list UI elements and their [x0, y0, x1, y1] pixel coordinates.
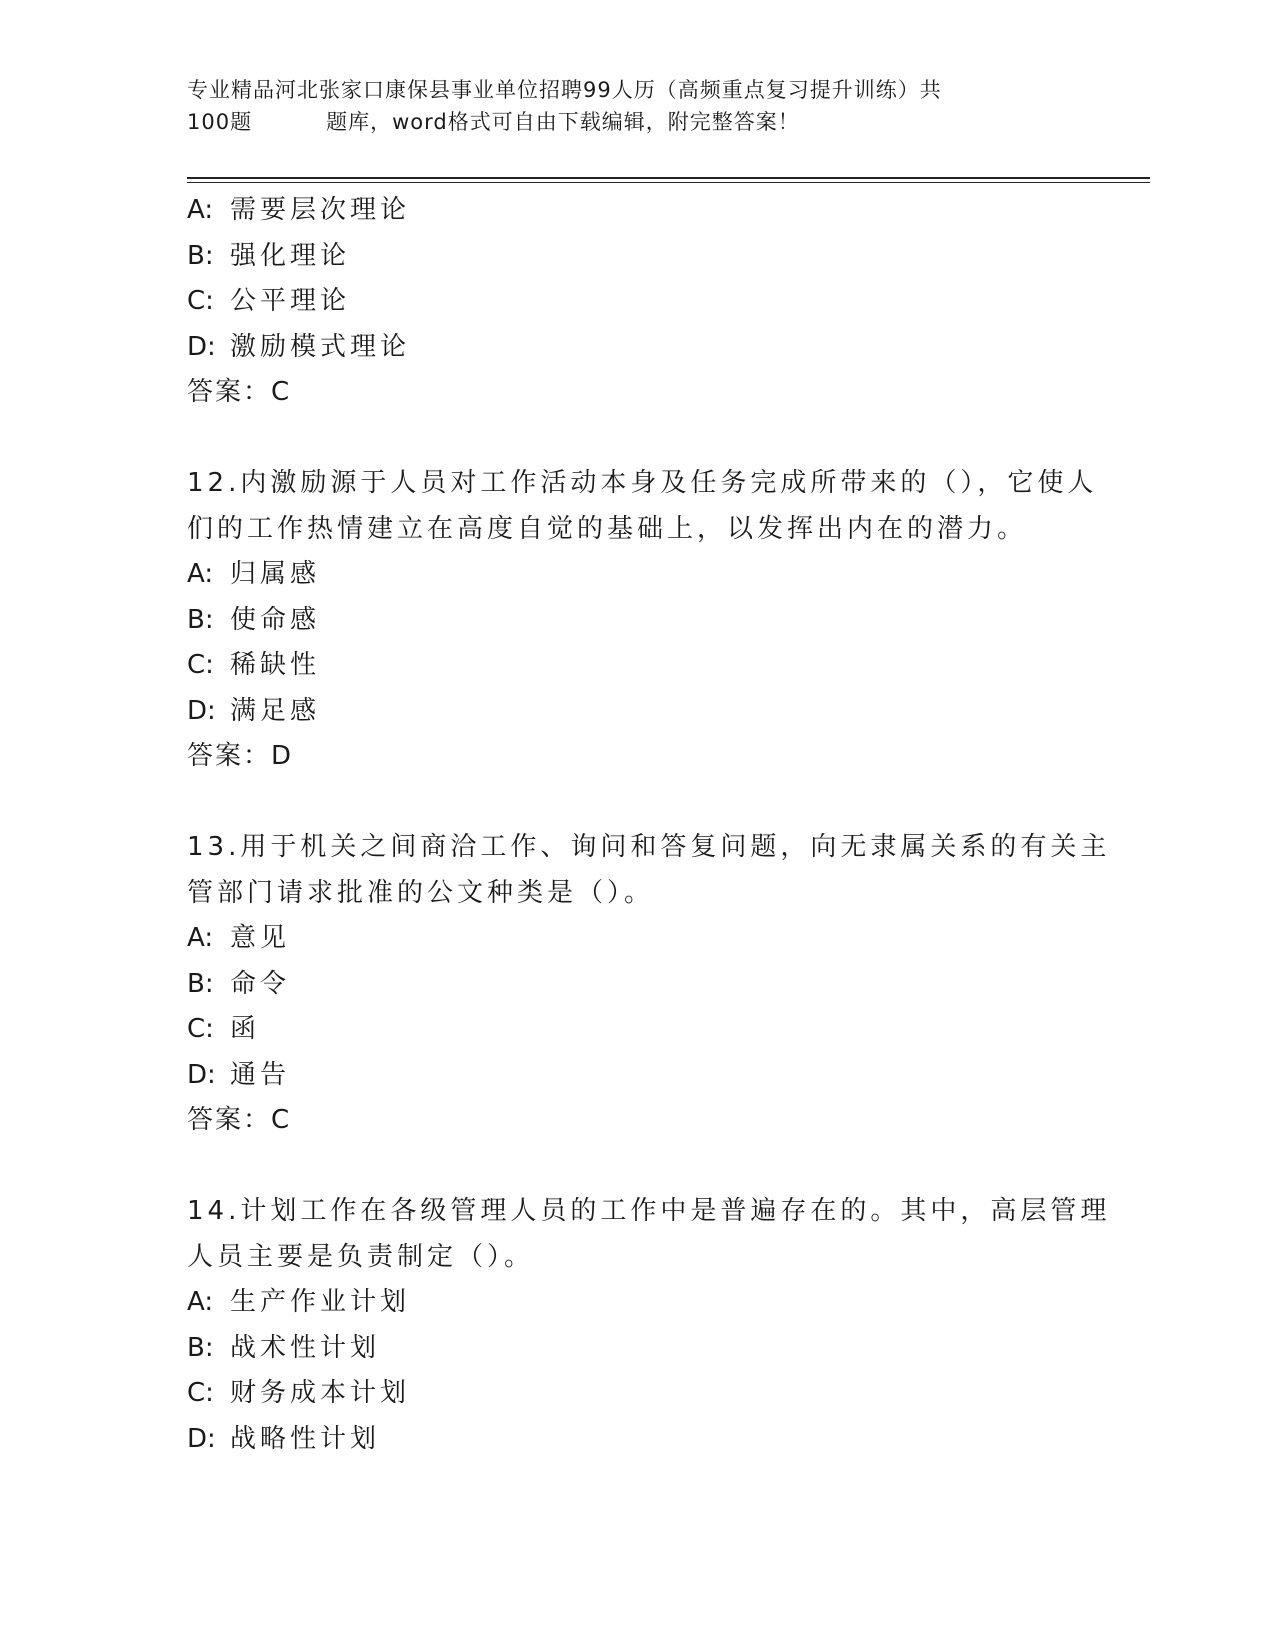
- option-letter: B:: [187, 968, 214, 999]
- header-divider-bottom: [187, 182, 1150, 183]
- option-text: 财务成本计划: [230, 1378, 411, 1408]
- option-b: [187, 234, 1087, 280]
- option-letter: D:: [187, 331, 216, 362]
- header-title-line1: 专业精品河北张家口康保县事业单位招聘99人历（高频重点复习提升训练）共: [187, 78, 942, 102]
- option-text: 生产作业计划: [230, 1287, 411, 1317]
- question-stem-line1: 13.用于机关之间商洽工作、询问和答复问题，向无隶属关系的有关主: [187, 832, 1111, 862]
- option-letter: A:: [187, 195, 214, 225]
- option-b: [187, 598, 1087, 644]
- question-stem-line1: 12.内激励源于人员对工作活动本身及任务完成所带来的（），它使人: [187, 468, 1098, 498]
- answer-line: [187, 1098, 1087, 1144]
- option-c: [187, 643, 1087, 689]
- option-letter: C:: [187, 1378, 214, 1408]
- option-a: [187, 1280, 1087, 1326]
- option-letter: B:: [187, 604, 214, 635]
- option-text: 意见: [230, 923, 291, 953]
- option-a: [187, 188, 1087, 234]
- question-list: [187, 188, 1111, 1462]
- answer-value: C: [271, 377, 290, 407]
- option-c: [187, 279, 1087, 325]
- option-text: 战术性计划: [230, 1332, 381, 1363]
- question-block-prev: [187, 188, 1087, 416]
- option-d: [187, 689, 1087, 735]
- option-a: [187, 916, 1087, 962]
- option-text: 激励模式理论: [230, 331, 411, 362]
- option-c: [187, 1371, 1087, 1417]
- option-text: 函: [230, 1014, 261, 1044]
- answer-value: D: [271, 741, 292, 771]
- option-text: 通告: [230, 1059, 291, 1090]
- option-letter: D:: [187, 1059, 216, 1090]
- option-letter: A:: [187, 1287, 214, 1317]
- option-text: 需要层次理论: [230, 195, 411, 225]
- question-block-13: [187, 825, 1111, 1144]
- option-b: [187, 962, 1087, 1008]
- header-subtitle: 题库，word格式可自由下载编辑，附完整答案！: [326, 110, 800, 134]
- question-stem-line1: 14.计划工作在各级管理人员的工作中是普遍存在的。其中，高层管理: [187, 1196, 1111, 1226]
- option-text: 满足感: [230, 695, 321, 726]
- answer-line: [187, 370, 1087, 416]
- header-title-line2: [187, 106, 1087, 138]
- option-letter: C:: [187, 1014, 214, 1044]
- option-b: [187, 1326, 1087, 1372]
- option-d: [187, 1417, 1087, 1463]
- option-a: [187, 552, 1087, 598]
- answer-value: C: [271, 1105, 290, 1135]
- option-letter: D:: [187, 1423, 216, 1454]
- option-letter: C:: [187, 286, 214, 316]
- answer-label: 答案：: [187, 1105, 272, 1135]
- header-divider-top: [187, 177, 1150, 179]
- option-text: 强化理论: [230, 240, 351, 271]
- option-text: 公平理论: [230, 286, 351, 316]
- answer-label: 答案：: [187, 377, 272, 407]
- option-text: 稀缺性: [230, 650, 321, 680]
- answer-line: [187, 734, 1087, 780]
- option-text: 使命感: [230, 604, 321, 635]
- document-header: [187, 74, 1087, 138]
- question-block-14: [187, 1189, 1111, 1462]
- option-text: 命令: [230, 968, 291, 999]
- header-count: 100题: [187, 110, 253, 134]
- option-c: [187, 1007, 1087, 1053]
- option-letter: A:: [187, 559, 214, 589]
- option-text: 战略性计划: [230, 1423, 381, 1454]
- question-stem-line2: 们的工作热情建立在高度自觉的基础上，以发挥出内在的潜力。: [187, 513, 1028, 544]
- answer-label: 答案：: [187, 741, 272, 771]
- option-d: [187, 325, 1087, 371]
- question-stem-line2: 管部门请求批准的公文种类是（）。: [187, 877, 655, 908]
- option-text: 归属感: [230, 559, 321, 589]
- option-letter: B:: [187, 240, 214, 271]
- option-letter: B:: [187, 1332, 214, 1363]
- option-d: [187, 1053, 1087, 1099]
- question-block-12: [187, 461, 1098, 780]
- question-stem-line2: 人员主要是负责制定（）。: [187, 1241, 535, 1272]
- option-letter: C:: [187, 650, 214, 680]
- option-letter: D:: [187, 695, 216, 726]
- option-letter: A:: [187, 923, 214, 953]
